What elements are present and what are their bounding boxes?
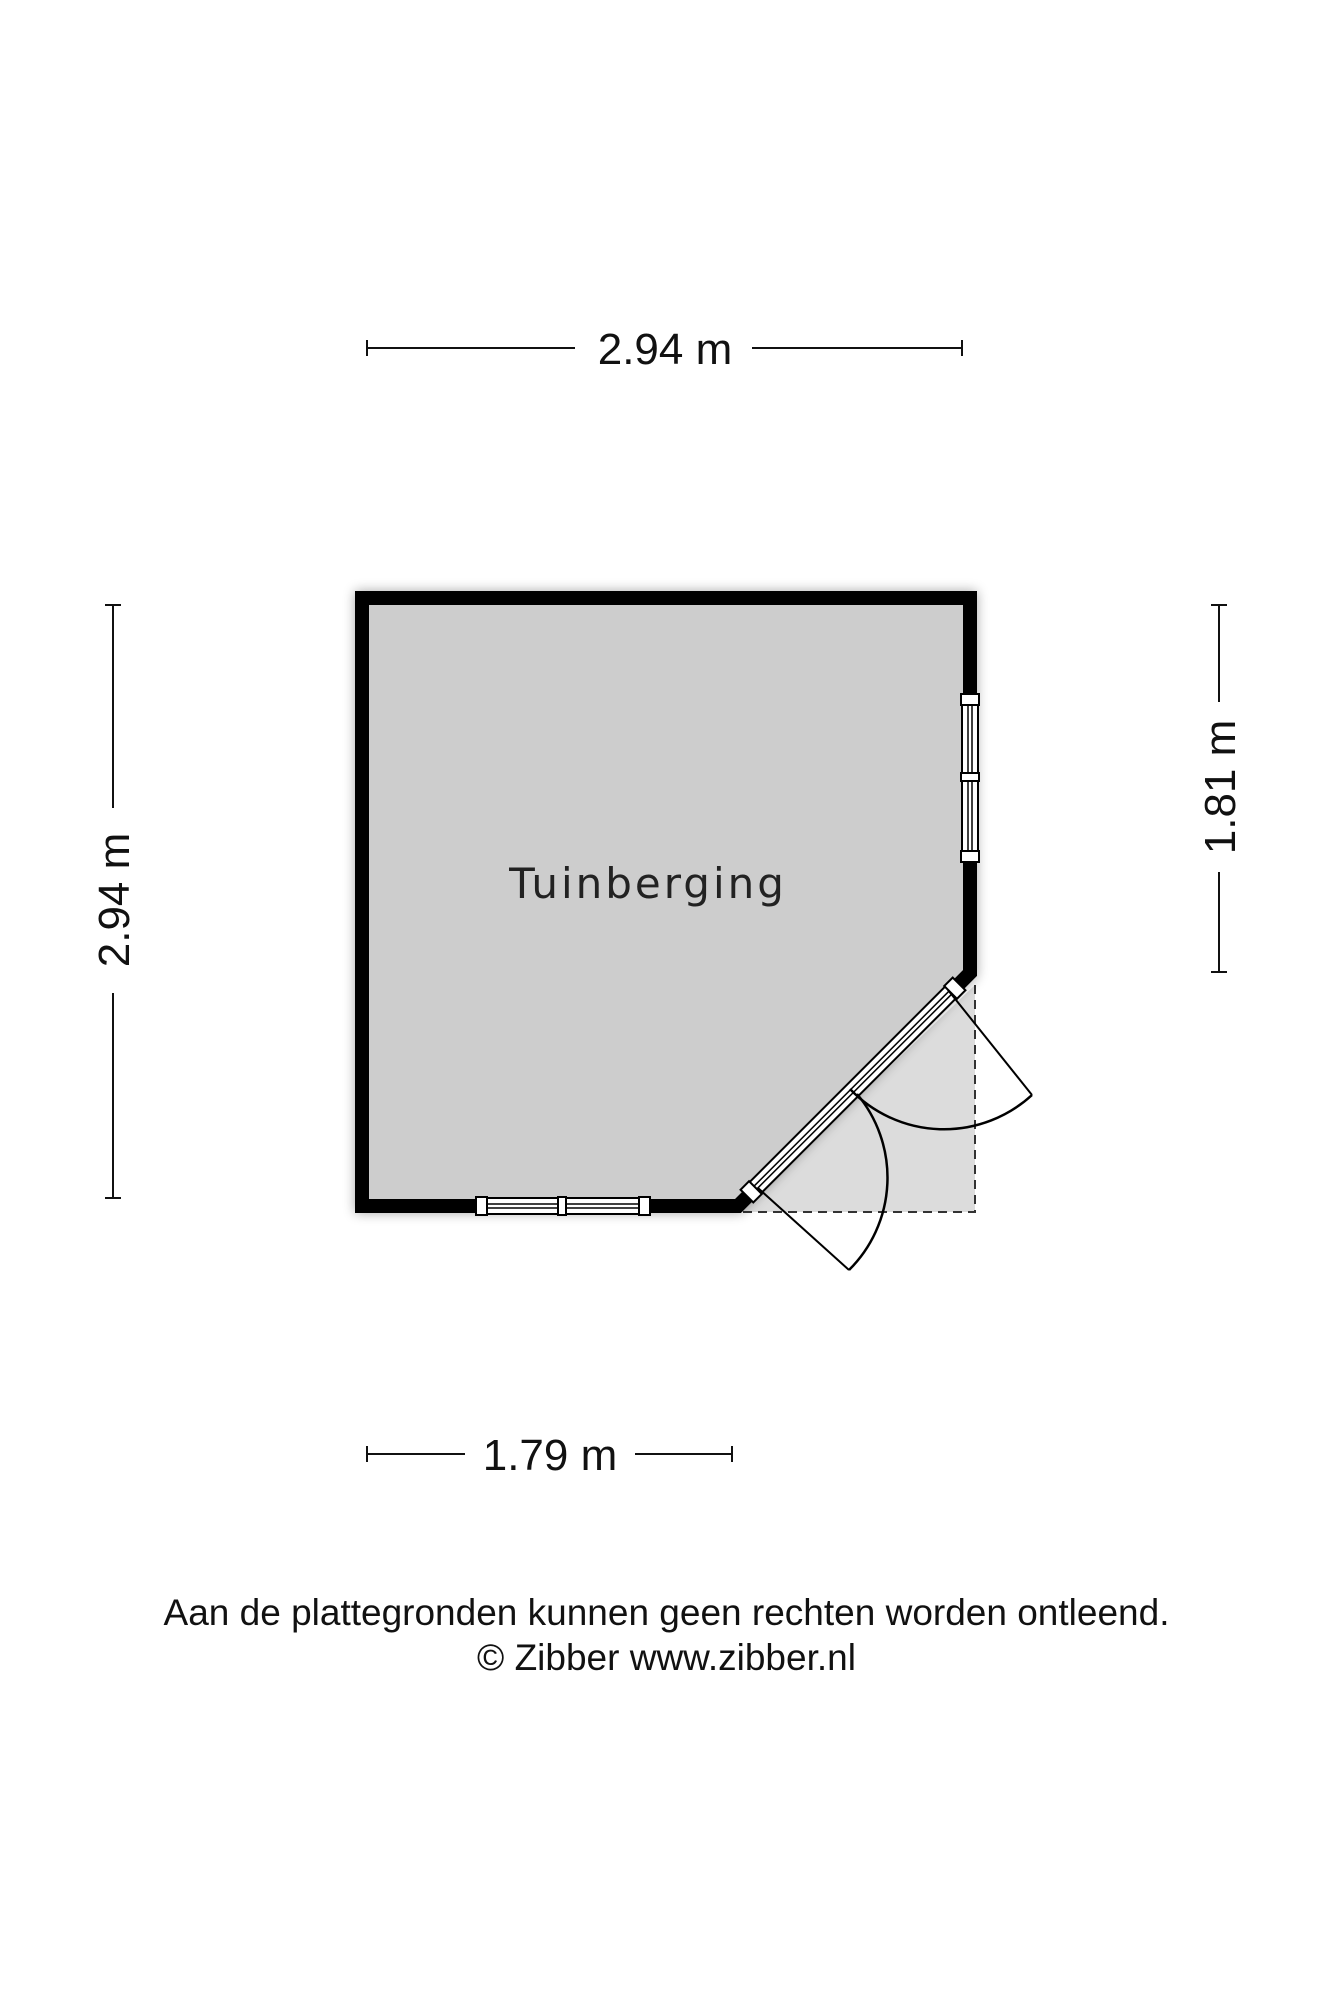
dimension-right-label: 1.81 m (1196, 719, 1245, 855)
dimension-bottom-label: 1.79 m (482, 1431, 618, 1480)
copyright-text: © Zibber www.zibber.nl (477, 1637, 856, 1678)
disclaimer-text: Aan de plattegronden kunnen geen rechten worden ontleend. (163, 1592, 1170, 1633)
room-label: Tuinberging (509, 859, 787, 908)
dimension-top-label: 2.94 m (597, 325, 733, 374)
window-right (961, 694, 979, 862)
window-bottom (476, 1197, 650, 1215)
dimension-left-label: 2.94 m (90, 832, 139, 968)
